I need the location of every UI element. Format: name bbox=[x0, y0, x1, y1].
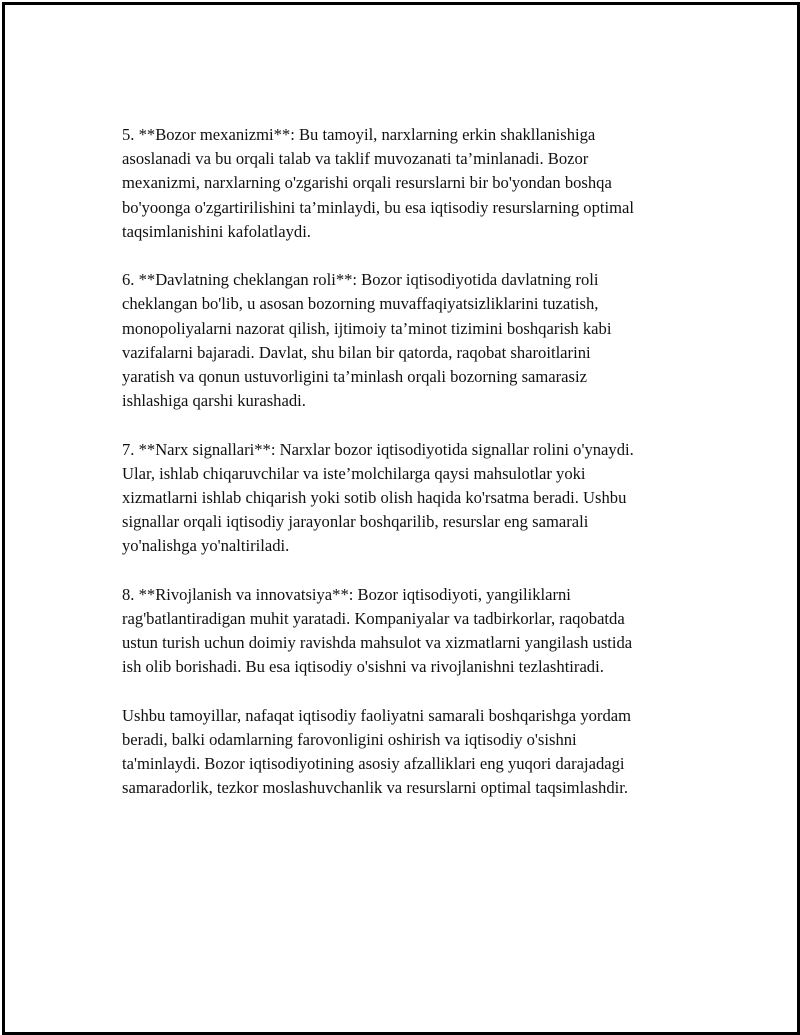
paragraph-narx-signallari bbox=[122, 438, 707, 559]
text-line: Ular, ishlab chiqaruvchilar va iste’molchilarga qaysi mahsulotlar yoki bbox=[122, 463, 586, 483]
document-body bbox=[122, 123, 707, 825]
text-line: 5. **Bozor mexanizmi**: Bu tamoyil, narxlarning erkin shakllanishiga bbox=[122, 125, 596, 144]
text-line: xizmatlarni ishlab chiqarish yoki sotib olish haqida ko'rsatma beradi. Ushbu bbox=[122, 488, 627, 508]
text-line: yo'nalishga yo'naltiriladi. bbox=[122, 536, 290, 556]
text-line: taqsimlanishini kafolatlaydi. bbox=[122, 221, 311, 241]
text-line: ishlashiga qarshi kurashadi. bbox=[122, 391, 306, 411]
text-line: bo'yoonga o'zgartirilishini ta’minlaydi, bu esa iqtisodiy resurslarning optimal bbox=[122, 197, 634, 217]
text-line: vazifalarni bajaradi. Davlat, shu bilan bir qatorda, raqobat sharoitlarini bbox=[122, 342, 591, 362]
text-line: 6. **Davlatning cheklangan roli**: Bozor iqtisodiyotida davlatning roli bbox=[122, 270, 599, 290]
text-line: mexanizmi, narxlarning o'zgarishi orqali resurslarni bir bo'yondan boshqa bbox=[122, 173, 612, 193]
text-line: 7. **Narx signallari**: Narxlar bozor iqtisodiyotida signallar rolini o'ynaydi. bbox=[122, 439, 634, 459]
text-line: yaratish va qonun ustuvorligini ta’minlash orqali bozorning samarasiz bbox=[122, 367, 587, 387]
text-line: asoslanadi va bu orqali talab va taklif muvozanati ta’minlanadi. Bozor bbox=[122, 149, 589, 169]
text-line: samaradorlik, tezkor moslashuvchanlik va resurslarni optimal taqsimlashdir. bbox=[122, 778, 628, 798]
text-line: cheklangan bo'lib, u asosan bozorning muvaffaqiyatsizliklarini tuzatish, bbox=[122, 294, 599, 314]
text-line: ish olib borishadi. Bu esa iqtisodiy o'sishni va rivojlanishni tezlashtiradi. bbox=[122, 657, 604, 677]
paragraph-bozor-mexanizmi bbox=[122, 123, 707, 244]
text-line: 8. **Rivojlanish va innovatsiya**: Bozor iqtisodiyoti, yangiliklarni bbox=[122, 584, 571, 604]
paragraph-davlatning-cheklangan-roli bbox=[122, 268, 707, 413]
text-line: Ushbu tamoyillar, nafaqat iqtisodiy faoliyatni samarali boshqarishga yordam bbox=[122, 705, 632, 725]
paragraph-conclusion bbox=[122, 704, 707, 801]
document-page bbox=[2, 2, 800, 1035]
paragraph-rivojlanish-va-innovatsiya bbox=[122, 583, 707, 680]
text-line: ustun turish uchun doimiy ravishda mahsulot va xizmatlarni yangilash ustida bbox=[122, 633, 633, 653]
text-line: beradi, balki odamlarning farovonligini oshirish va iqtisodiy o'sishni bbox=[122, 730, 577, 750]
text-line: signallar orqali iqtisodiy jarayonlar boshqarilib, resurslar eng samarali bbox=[122, 512, 589, 532]
text-line: ta'minlaydi. Bozor iqtisodiyotining asosiy afzalliklari eng yuqori darajadagi bbox=[122, 754, 625, 774]
text-line: rag'batlantiradigan muhit yaratadi. Kompaniyalar va tadbirkorlar, raqobatda bbox=[122, 609, 625, 629]
text-line: monopoliyalarni nazorat qilish, ijtimoiy ta’minot tizimini boshqarish kabi bbox=[122, 318, 612, 338]
